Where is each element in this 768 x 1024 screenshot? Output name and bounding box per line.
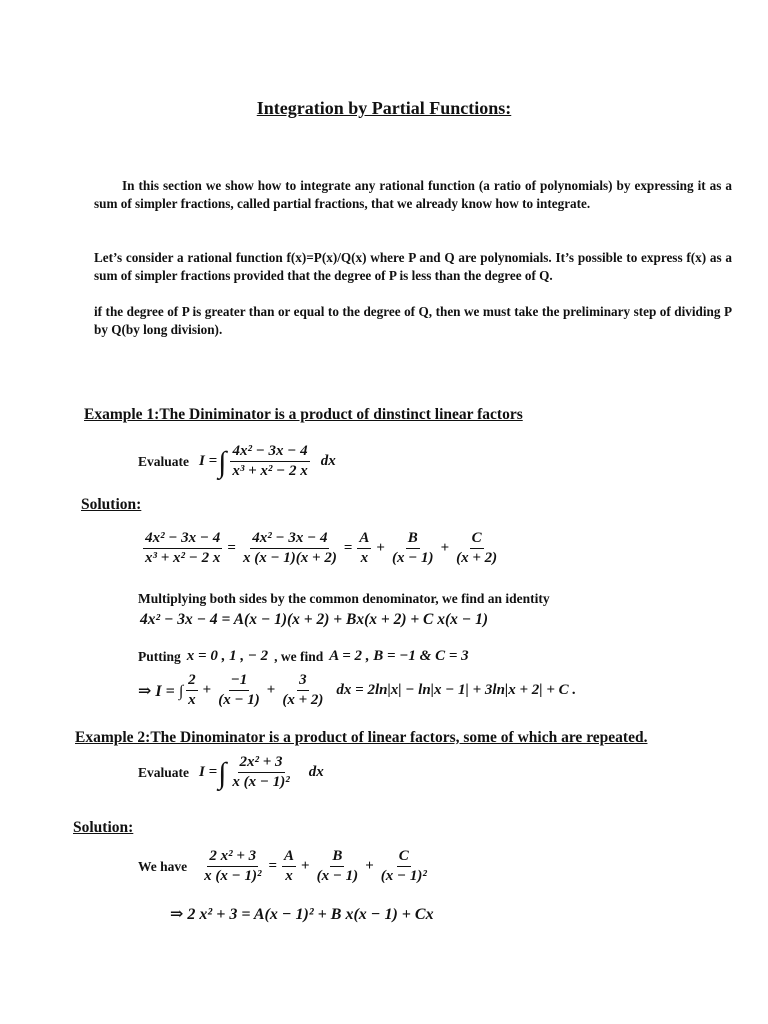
evaluate-label: Evaluate — [138, 764, 190, 780]
example-1-solution-label: Solution: — [81, 496, 142, 513]
page-title: Integration by Partial Functions: — [256, 98, 512, 118]
example-2-final-identity: ⇒ 2 x² + 3 = A(x − 1)² + B x(x − 1) + Cx — [170, 906, 434, 923]
example-2-integral: Evaluate I = ∫ $\frac{\text{2x² + 3}}{\text{x (x − 1)²}}$ dx — [138, 754, 324, 790]
integrand-fraction: $\frac{\text{2x² + 3}}{\text{x (x − 1)²}}$ — [232, 754, 290, 790]
example-1-result: ⇒ I = ∫ $\frac{2}{x}$ + $\frac{-1}{(x - 1)}$ + $\frac{3}{(x + 2)}$ dx = 2ln|x| − ln|x − 1| + 3ln|x + 2| + C . — [138, 672, 577, 708]
example-2-decomposition: We have $\frac{\text{2 x² + 3}}{\text{x (x − 1)²}}$ = $\frac{A}{x}$ + $\frac{B}{(x - 1)}$ + $\frac{C}{\text{(x − 1)²}}$ — [138, 848, 427, 884]
example-1-integral: Evaluate I = ∫ $\frac{\text{4x² − 3x − 4}}{\text{x³ + x² − 2 x}}$ dx — [138, 443, 336, 479]
example-1-decomposition: $\frac{\text{4x² − 3x − 4}}{\text{x³ + x² − 2 x}}$ = $\frac{\text{4x² − 3x − 4}}{x (x - 1)(x + 2)}$ = $\frac{A}{x}$ + $\frac{B}{(x - 1)}$ + $\frac{C}{(x + 2)}$ — [145, 530, 498, 566]
putting-line: Putting x = 0 , 1 , − 2 , we find A = 2 , B = −1 & C = 3 — [138, 648, 469, 664]
integral-sign-icon: ∫ — [218, 445, 227, 479]
identity-equation: 4x² − 3x − 4 = A(x − 1)(x + 2) + Bx(x + 2) + C x(x − 1) — [140, 611, 488, 628]
integral-sign-icon: ∫ — [218, 756, 227, 790]
intro-paragraph-2: Let’s consider a rational function f(x)=P(x)/Q(x) where P and Q are polynomials. It’s possible to express f(x) as a sum of simpler fractions provided that the degree of P is less than the degree of Q. — [94, 250, 732, 283]
example-1-heading: Example 1:The Diniminator is a product of dinstinct linear factors — [84, 406, 523, 423]
integrand-fraction: $\frac{\text{4x² − 3x − 4}}{\text{x³ + x² − 2 x}}$ — [232, 443, 308, 479]
intro-paragraph-3: if the degree of P is greater than or equal to the degree of Q, then we must take the preliminary step of dividing P by Q(by long division). — [94, 304, 732, 337]
intro-paragraph-1: In this section we show how to integrate any rational function (a ratio of polynomials) by expressing it as a sum of simpler fractions, called partial fractions, that we already know how to integrate. — [94, 178, 732, 211]
example-2-heading: Example 2:The Dinominator is a product of linear factors, some of which are repeated. — [75, 729, 648, 746]
example-2-solution-label: Solution: — [73, 819, 134, 836]
evaluate-label: Evaluate — [138, 453, 190, 469]
integral-symbol: I = — [199, 453, 218, 469]
multiply-text: Multiplying both sides by the common denominator, we find an identity — [138, 591, 550, 606]
